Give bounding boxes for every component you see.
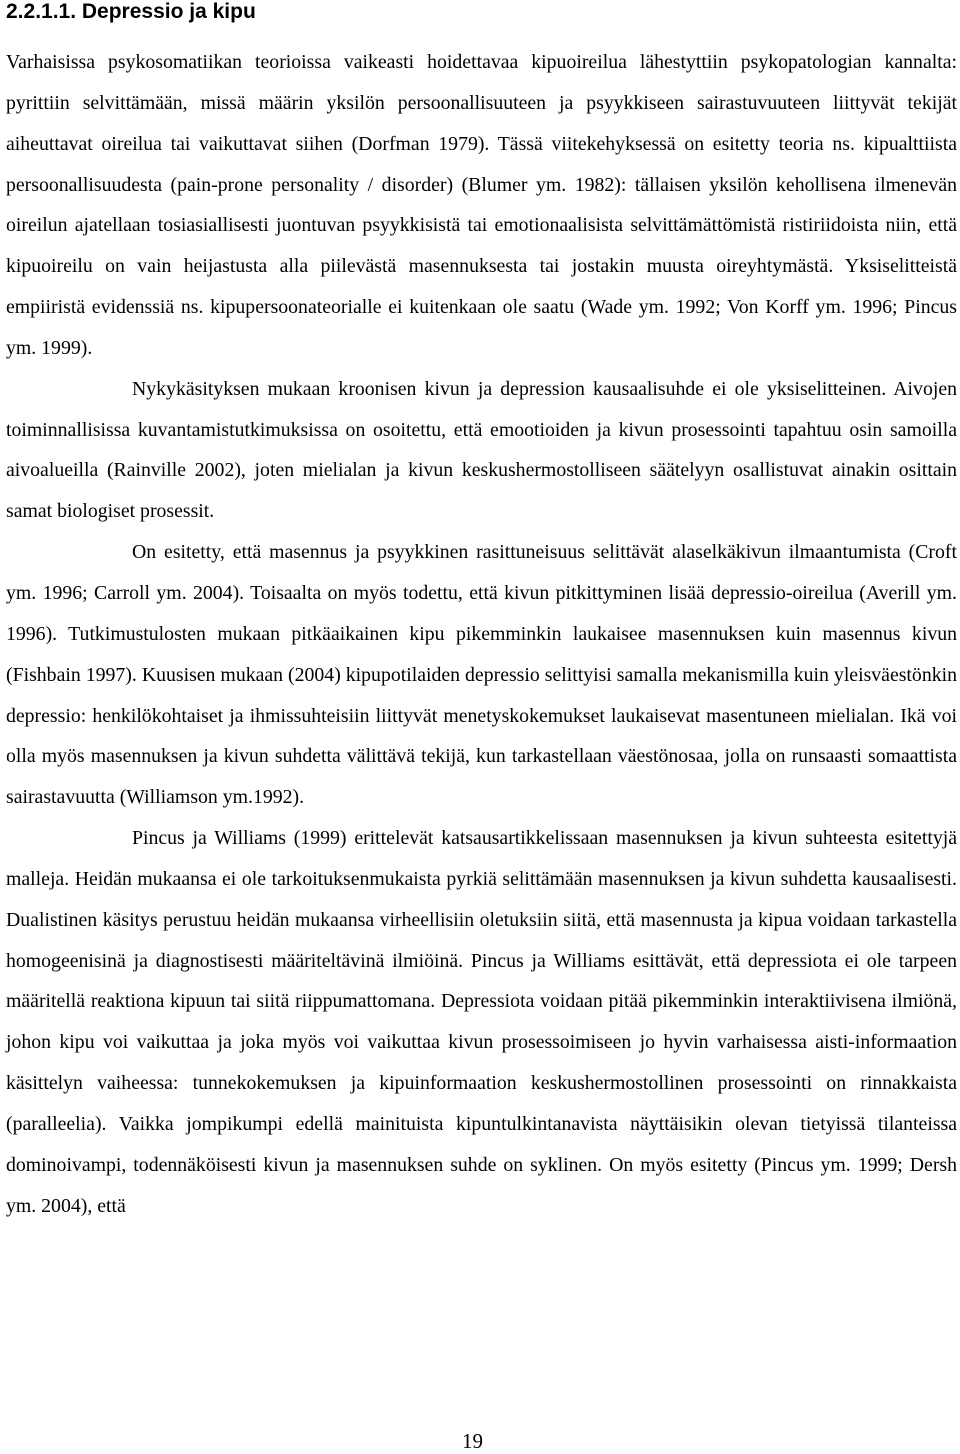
section-heading: 2.2.1.1. Depressio ja kipu [6, 0, 256, 23]
paragraph-causal-relationship: Nykykäsityksen mukaan kroonisen kivun ja depression kausaalisuhde ei ole yksiselitteinen. Aivojen toiminnallisissa kuvantamistutkimuksissa on osoitettu, että emootioiden ja kivun prosessointi tapahtuu osin samoilla aivoalueilla (Rainville 2002), joten mielialan ja kivun keskushermostolliseen säätelyyn osallistuvat ainakin osittain samat biologiset prosessit. [6, 377, 957, 523]
body-text [6, 42, 957, 1226]
paragraph-onset-and-chronicity: On esitetty, että masennus ja psyykkinen rasittuneisuus selittävät alaselkäkivun ilmaantumista (Croft ym. 1996; Carroll ym. 2004). Toisaalta on myös todettu, että kivun pitkittyminen lisää depressio-oireilua (Averill ym. 1996). Tutkimustulosten mukaan pitkäaikainen kipu pikemminkin laukaisee masennuksen kuin masennus kivun (Fishbain 1997). Kuusisen mukaan (2004) kipupotilaiden depressio selittyisi samalla mekanismilla kuin yleisväestönkin depressio: henkilökohtaiset ja ihmissuhteisiin liittyvät menetyskokemukset laukaisevat masentuneen mielialan. Ikä voi olla myös masennuksen ja kivun suhdetta välittävä tekijä, kun tarkastellaan väestönosaa, jolla on runsaasti somaattista sairastavuutta (Williamson ym.1992). [6, 541, 957, 809]
paragraph-pain-prone-personality: Varhaisissa psykosomatiikan teorioissa vaikeasti hoidettavaa kipuoireilua lähestyttiin psykopatologian kannalta: pyrittiin selvittämään, missä määrin yksilön persoonallisuuteen ja psyykkiseen sairastuvuuteen liittyvät tekijät aiheuttavat oireilua tai vaikuttavat siihen (Dorfman 1979). Tässä viitekehyksessä on esitetty teoria ns. kipualttiista persoonallisuudesta (pain-prone personality / disorder) (Blumer ym. 1982): tällaisen yksilön kehollisena ilmenevän oireilun ajatellaan tosiasiallisesti juontuvan psyykkisistä tai emotionaalisista selvittämättömistä ristiriidoista niin, että kipuoireilu on vain heijastusta alla piilevästä masennuksesta tai jostakin muusta oireyhtymästä. Yksiselitteistä empiiristä evidenssiä ns. kipupersoonateorialle ei kuitenkaan ole saatu (Wade ym. 1992; Von Korff ym. 1996; Pincus ym. 1999). [6, 51, 957, 359]
paragraph-pincus-williams-models: Pincus ja Williams (1999) erittelevät katsausartikkelissaan masennuksen ja kivun suhteesta esitettyjä malleja. Heidän mukaansa ei ole tarkoituksenmukaista pyrkiä selittämään masennuksen ja kivun suhdetta kausaalisesti. Dualistinen käsitys perustuu heidän mukaansa virheellisiin oletuksiin siitä, että masennusta ja kipua voidaan tarkastella homogeenisinä ja diagnostisesti määriteltävinä ilmiöinä. Pincus ja Williams esittävät, että depressiota ei ole tarpeen määritellä reaktiona kipuun tai siitä riippumattomana. Depressiota voidaan pitää pikemminkin interaktiivisena ilmiönä, johon kipu voi vaikuttaa ja joka myös voi vaikuttaa kivun prosessoimiseen jo hyvin varhaisessa aisti-informaation käsittelyn vaiheessa: tunnekokemuksen ja kipuinformaation keskushermostollinen prosessointi on rinnakkaista (paralleelia). Vaikka jompikumpi edellä mainituista kipuntulkintanavista näyttäisikin olevan tietyissä tilanteissa dominoivampi, todennäköisesti kivun ja masennuksen suhde on syklinen. On myös esitetty (Pincus ym. 1999; Dersh ym. 2004), että [6, 827, 957, 1217]
page-number: 19 [462, 1429, 483, 1453]
